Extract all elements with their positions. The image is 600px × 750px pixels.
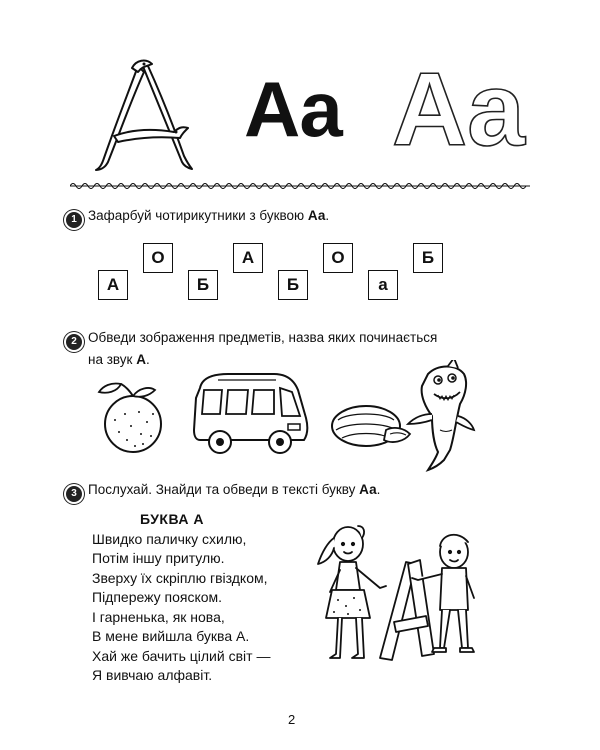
poem-line: Хай же бачить цілий світ — bbox=[92, 647, 271, 664]
task-3-end: . bbox=[376, 482, 381, 497]
shark-icon[interactable] bbox=[404, 360, 476, 472]
poem-line: Швидко паличку схилю, bbox=[92, 530, 247, 547]
poem-line: Підпережу пояском. bbox=[92, 589, 223, 605]
task-1-text: Зафарбуй чотирикутники з буквою bbox=[88, 208, 308, 223]
task-2-bold: А bbox=[136, 352, 146, 367]
task-2-line-1: Обведи зображення предметів, назва яких починається bbox=[88, 330, 438, 345]
task-3-text: Послухай. Знайди та обведи в тексті букву bbox=[88, 482, 360, 497]
letter-box[interactable]: Б bbox=[413, 243, 443, 273]
letter-box[interactable]: А bbox=[98, 270, 128, 300]
task-3-bold: Аа bbox=[359, 482, 377, 497]
melon-icon[interactable] bbox=[328, 400, 413, 452]
decorative-divider bbox=[70, 178, 530, 194]
bus-icon[interactable] bbox=[188, 368, 313, 463]
children-building-letter-illustration bbox=[308, 518, 500, 674]
letter-box[interactable]: О bbox=[323, 243, 353, 273]
task-2-line-2: на звук bbox=[88, 352, 137, 367]
dotted-letters-aa: Aa bbox=[392, 52, 525, 168]
poem-line: Я вивчаю алфавіт. bbox=[92, 667, 213, 683]
poem-line: І гарненька, як нова, bbox=[92, 608, 225, 625]
task-3-instruction bbox=[66, 480, 486, 502]
dolphin-letter-a-icon bbox=[92, 58, 202, 176]
poem-line: Зверху їх скріплю гвіздком, bbox=[92, 569, 268, 586]
task-1-instruction bbox=[66, 206, 486, 228]
poem bbox=[92, 510, 270, 686]
letter-box[interactable]: Б bbox=[188, 270, 218, 300]
orange-icon[interactable] bbox=[95, 378, 170, 456]
task-number-3: 3 bbox=[66, 486, 82, 502]
letter-box[interactable]: а bbox=[368, 270, 398, 300]
poem-line: Потім іншу притулю. bbox=[92, 550, 225, 566]
page-number: 2 bbox=[288, 712, 296, 727]
letter-box[interactable]: О bbox=[143, 243, 173, 273]
big-letters-aa: Aa bbox=[244, 65, 342, 153]
letter-box[interactable]: Б bbox=[278, 270, 308, 300]
letter-box[interactable]: А bbox=[233, 243, 263, 273]
poem-title: БУКВА А bbox=[140, 511, 204, 527]
poem-line: В мене вийшла буква А. bbox=[92, 628, 250, 644]
task-number-1: 1 bbox=[66, 212, 82, 228]
task-2-end: . bbox=[145, 352, 150, 367]
task-1-end: . bbox=[325, 208, 330, 223]
task-number-2: 2 bbox=[66, 334, 82, 350]
task-1-bold: Аа bbox=[307, 208, 326, 223]
